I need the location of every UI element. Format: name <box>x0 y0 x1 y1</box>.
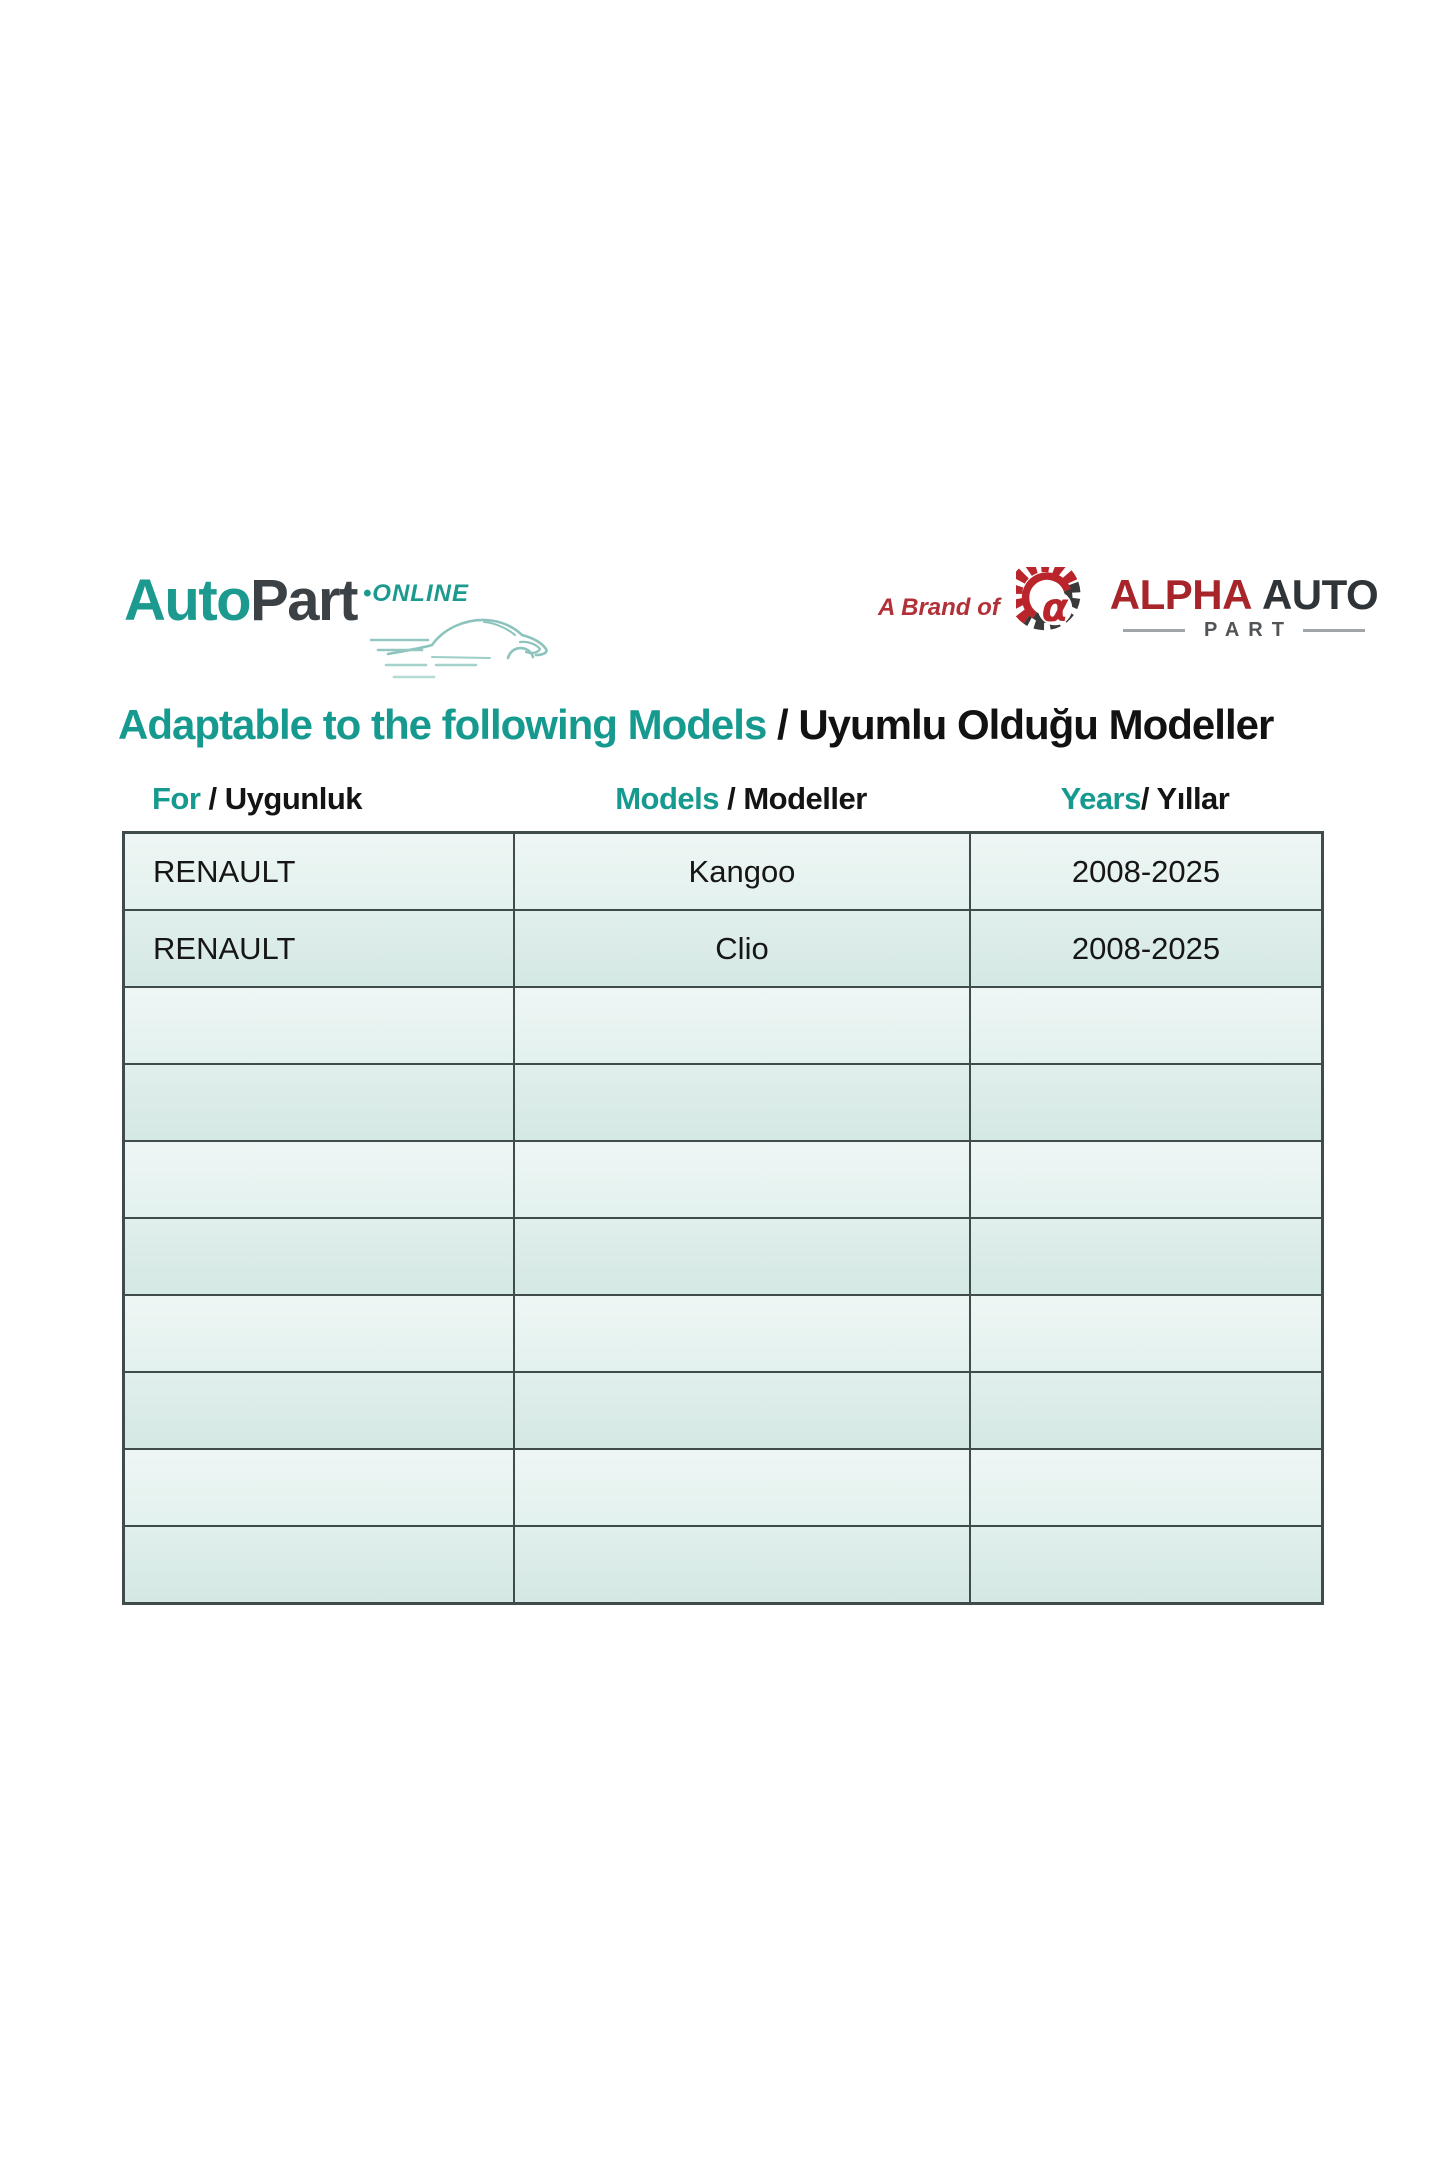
cell-make <box>125 1450 515 1525</box>
cell-years: 2008-2025 <box>1071 930 1221 966</box>
cell-make <box>125 1527 515 1602</box>
column-header-models-tr: / Modeller <box>718 781 867 816</box>
part-rule-right <box>1303 629 1365 632</box>
part-word: PART <box>1204 618 1293 641</box>
column-header-for-tr: / Uygunluk <box>200 781 363 816</box>
cell-years <box>971 1373 1321 1448</box>
autopart-logo-online: •ONLINE <box>362 580 469 607</box>
cell-model <box>515 1296 971 1371</box>
column-header-years-tr: / Yıllar <box>1140 781 1230 816</box>
cell-years <box>971 1450 1321 1525</box>
table-row <box>125 911 1321 988</box>
table-row <box>125 988 1321 1065</box>
column-header-for-en: For <box>152 781 201 816</box>
table-row <box>125 1527 1321 1602</box>
cell-model <box>515 1527 971 1602</box>
table-row <box>125 1142 1321 1219</box>
cell-make <box>125 1373 515 1448</box>
cell-years: 2008-2025 <box>1071 853 1221 889</box>
table-row <box>125 1065 1321 1142</box>
page-title-tr: / Uyumlu Olduğu Modeller <box>766 701 1274 748</box>
cell-years <box>971 1527 1321 1602</box>
cell-model <box>515 1373 971 1448</box>
cell-years <box>971 988 1321 1063</box>
part-rule-left <box>1123 629 1185 632</box>
cell-model <box>515 1065 971 1140</box>
alpha-logo-text <box>1109 570 1379 642</box>
cell-model: Kangoo <box>515 834 971 909</box>
page-title-en: Adaptable to the following Models <box>118 701 767 748</box>
alpha-word: ALPHA <box>1109 570 1252 618</box>
alpha-brand-block <box>878 566 1378 650</box>
table-row <box>125 1296 1321 1373</box>
alpha-gear-icon <box>1016 567 1094 649</box>
svg-text:α: α <box>1041 585 1069 631</box>
car-sketch-icon <box>370 602 560 690</box>
cell-make: RENAULT <box>125 834 515 909</box>
cell-make <box>125 1219 515 1294</box>
cell-model <box>515 1219 971 1294</box>
column-header-models-en: Models <box>615 781 719 816</box>
cell-years <box>971 1219 1321 1294</box>
column-header-years <box>970 781 1320 817</box>
table-row <box>125 1219 1321 1296</box>
cell-make: RENAULT <box>125 911 515 986</box>
autopart-logo-part: Part <box>250 568 357 633</box>
page-title <box>118 699 1273 751</box>
column-header-years-en: Years <box>1060 781 1141 816</box>
cell-years <box>971 1296 1321 1371</box>
compatibility-table <box>122 831 1324 1605</box>
cell-model <box>515 988 971 1063</box>
table-row <box>125 1450 1321 1527</box>
table-row <box>125 1373 1321 1450</box>
cell-years <box>971 1065 1321 1140</box>
column-header-models <box>512 781 970 817</box>
auto-word: AUTO <box>1261 570 1379 618</box>
column-header-for <box>152 781 362 817</box>
autopart-logo <box>124 568 564 674</box>
brand-of-label: A Brand of <box>878 594 1000 621</box>
cell-make <box>125 1296 515 1371</box>
cell-make <box>125 988 515 1063</box>
cell-make <box>125 1065 515 1140</box>
cell-model: Clio <box>515 911 971 986</box>
cell-model <box>515 1450 971 1525</box>
cell-model <box>515 1142 971 1217</box>
autopart-logo-auto: Auto <box>124 568 251 633</box>
table-row <box>125 834 1321 911</box>
cell-make <box>125 1142 515 1217</box>
alpha-part-row <box>1123 619 1365 642</box>
cell-years <box>971 1142 1321 1217</box>
